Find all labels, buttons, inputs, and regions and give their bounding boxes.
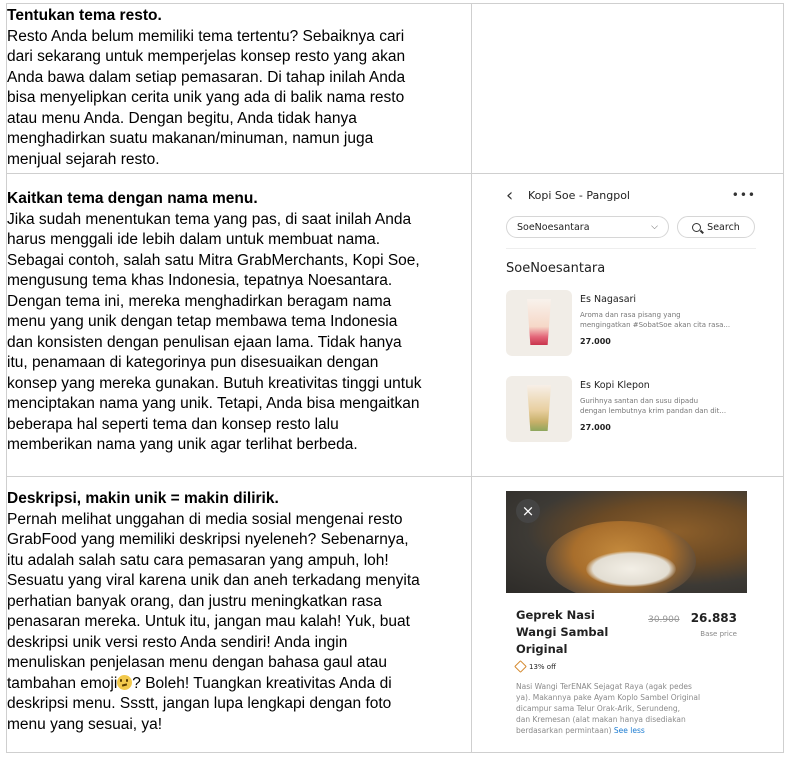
food-description: Nasi Wangi TerENAK Sejagat Raya (agak pedes ya). Makannya pake Ayam Koplo Sambel Original dicampur sama Telur Orak-Arik, Serundeng, dan Kremesan (alat makan hanya disediakan berdasarkan permintaan) See less (516, 682, 701, 735)
menu-filter-bar (506, 216, 756, 238)
old-price: 30.900 (648, 615, 680, 625)
item-name: Es Kopi Klepon (580, 380, 650, 391)
food-photo (506, 491, 747, 593)
divider (506, 248, 756, 249)
close-icon: × (516, 499, 540, 523)
section-menu-name (7, 174, 472, 477)
merchant-title: Kopi Soe - Pangpol (528, 188, 630, 202)
menu-item (506, 376, 756, 442)
drink-thumbnail (506, 290, 572, 356)
drink-thumbnail (506, 376, 572, 442)
section-body: Pernah melihat unggahan di media sosial mengenai resto GrabFood yang memiliki deskripsi nyeleneh? Sebenarnya, itu adalah salah satu cara pemasaran yang ampuh, loh! Sesuatu yang viral karena unik dan aneh terkadang menyita perhatian banyak orang, dan justru meningkatkan rasa penasaran mereka. Untuk itu, jangan mau kalah! Yuk, buat deskripsi unik versi resto Anda sendiri! Anda ingin menuliskan penjelasan menu dengan bahasa gaul atau tambahan emoji ? Boleh! Tuangkan kreativitas Anda di deskripsi menu. Ssstt, jangan lupa lengkapi dengan foto menu yang sesuai, ya! (7, 510, 420, 733)
base-price-label: Base price (700, 630, 737, 638)
section-body: Resto Anda belum memiliki tema tertentu? Sebaiknya cari dari sekarang untuk memperjelas konsep resto yang akan Anda bawa dalam setiap pemasaran. Di tahap inilah Anda bisa menyelipkan cerita unik yang ada di balik nama resto atau menu Anda. Dengan begitu, Anda tidak hanya menghadirkan suatu makanan/minuman, namun juga menjual sejarah resto. (7, 27, 406, 168)
see-less-link: See less (613, 726, 645, 735)
food-prices (648, 607, 737, 658)
more-icon: ••• (731, 188, 756, 202)
menu-screenshot-cell (472, 174, 784, 477)
section-heading: Tentukan tema resto. (7, 7, 162, 24)
menu-topbar (506, 180, 756, 210)
confused-face-emoji-icon (117, 675, 132, 690)
section-body: Jika sudah menentukan tema yang pas, di saat inilah Anda harus menggali ide lebih dalam untuk membuat nama. Sebagai contoh, salah satu Mitra GrabMerchants, Kopi Soe, mengusung tema khas Indonesia, tepatnya Noesantara. Dengan tema ini, mereka menghadirkan beragam nama menu yang unik dengan tetap membawa tema Indonesia dan konsisten dengan penulisan ejaan lama. Tidak hanya itu, penamaan di kategorinya pun disesuaikan dengan konsep yang mereka gunakan. Butuh kreativitas tinggi untuk menciptakan nama yang unik. Tetapi, Anda bisa mengaitkan beberapa hal seperti tema dan konsep resto lalu memberikan nama yang unik agar terlihat berbeda. (7, 210, 422, 453)
discount-badge: 13% off (516, 662, 737, 671)
item-description: Gurihnya santan dan susu dipadu dengan lembutnya krim pandan dan dit... (580, 397, 727, 415)
section-heading: Deskripsi, makin unik = makin dilirik. (7, 490, 279, 507)
item-name: Es Nagasari (580, 294, 637, 305)
section-heading: Kaitkan tema dengan nama menu. (7, 190, 258, 207)
content-table (6, 3, 784, 753)
item-price: 27.000 (580, 337, 611, 346)
new-price: 26.883 (690, 611, 737, 625)
food-card (506, 491, 747, 736)
food-name: Geprek Nasi Wangi Sambal Original (516, 608, 609, 656)
search-button: Search (677, 216, 755, 238)
category-heading: SoeNoesantara (506, 261, 606, 276)
menu-item (506, 290, 756, 356)
section-description (7, 477, 472, 753)
chevron-down-icon: ⌵ (651, 222, 658, 232)
item-price: 27.000 (580, 423, 611, 432)
section-theme (7, 4, 472, 174)
category-select: SoeNoesantara ⌵ (506, 216, 669, 238)
search-icon (692, 223, 701, 232)
food-card-cell (472, 477, 784, 753)
menu-screenshot (506, 180, 756, 450)
tag-icon (514, 660, 527, 673)
empty-cell (472, 4, 784, 174)
back-icon: ‹ (506, 184, 514, 206)
item-description: Aroma dan rasa pisang yang mengingatkan #SobatSoe akan cita rasa... (580, 311, 731, 329)
